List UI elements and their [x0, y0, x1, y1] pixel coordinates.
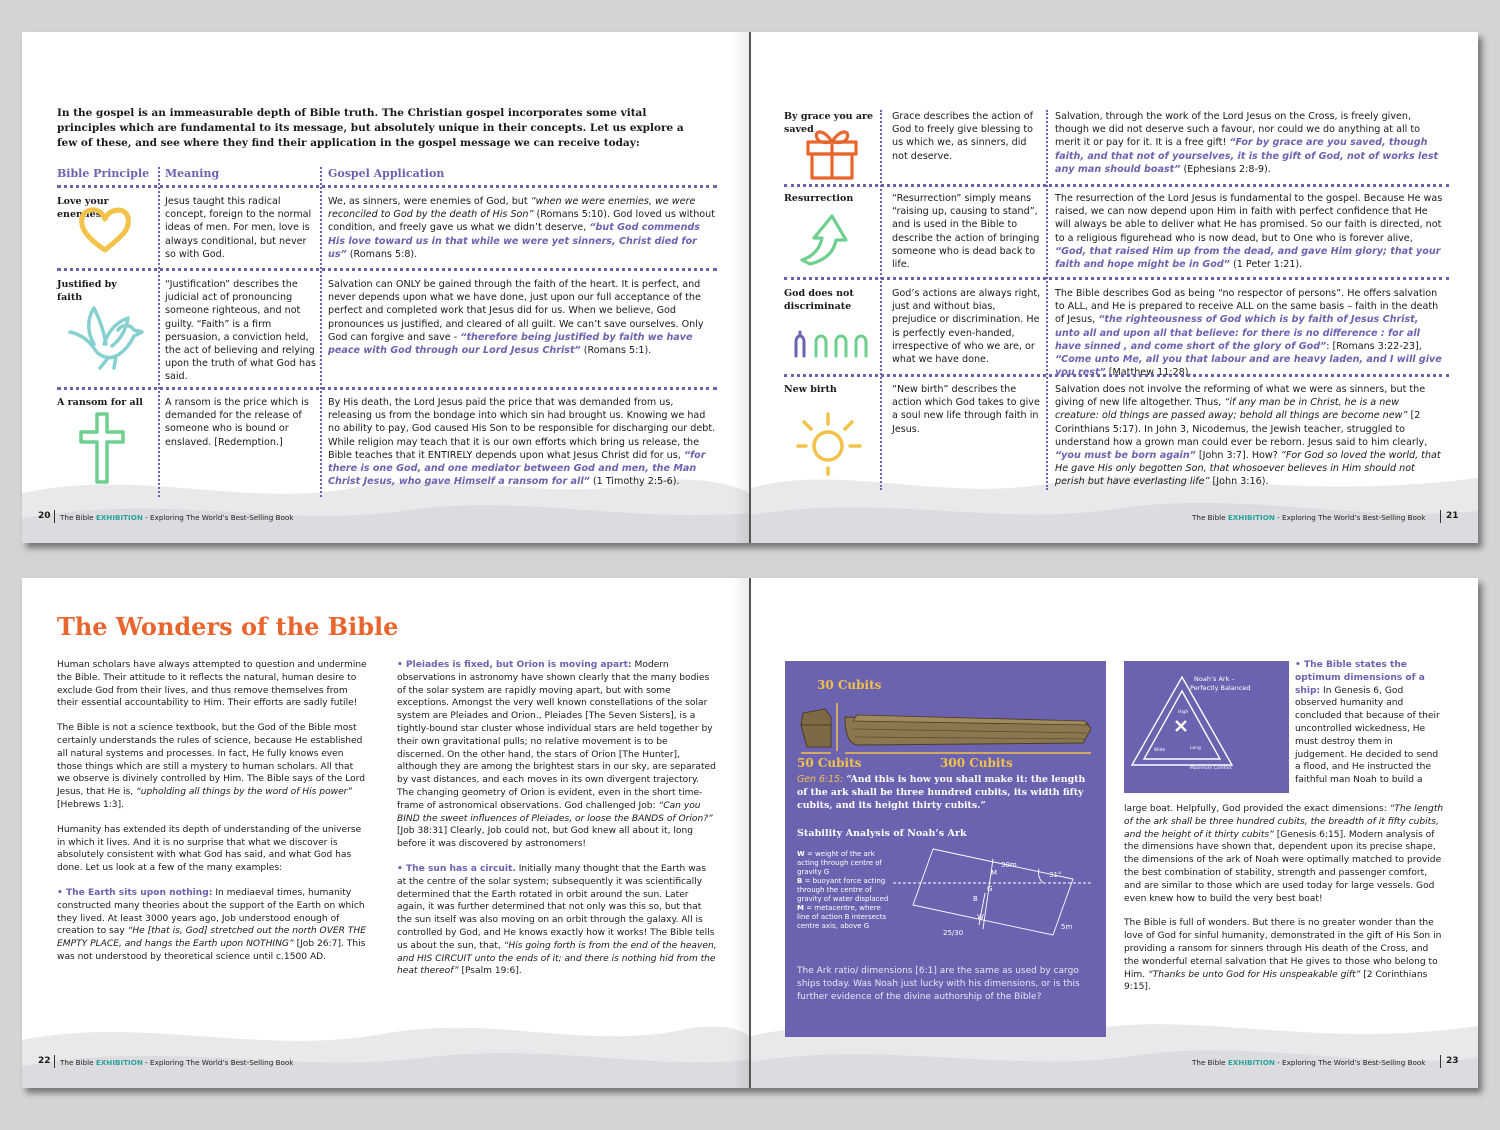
- column-2: [397, 659, 717, 978]
- stability-diagram: [893, 839, 1093, 949]
- principle-name: Resurrection: [784, 193, 854, 204]
- meaning-text: “New birth” describes the action which God takes to give a soul new life through faith in Jesus.: [892, 384, 1040, 435]
- cross-icon: [77, 410, 129, 488]
- column-1: [57, 659, 367, 964]
- principle-name: God does not discriminate: [784, 288, 854, 312]
- paragraph: Humanity has extended its depth of understanding of the universe in which it lives. And it is no surprise that what we discover is absolutely consistent with what God has said, and what God has done. Let us look at a few of the many examples:: [57, 824, 362, 874]
- stability-heading: Stability Analysis of Noah’s Ark: [797, 828, 967, 839]
- spread-pages-22-23: [22, 578, 1478, 1088]
- bullet-paragraph: • Pleiades is fixed, but Orion is moving apart: Modern observations in astronomy have shown clearly that the many bodies of the solar system are rapidly moving apart, but with some exceptions. Amongst the very well known constellations of the solar system are Pleiades and Orion., Pleiades [The Seven Sisters], is a tightly-bound star cluster whose individual stars are held together by their own gravitational pulls; no relative movement is to be discerned. On the other hand, the stars of Orion [The Hunter], although they are among the brightest stars in our sky, are separated by vast distances, and each moves in its own divergent trajectory. The changing geometry of Orion is evident, even in the short time-frame of astronomical observations. God challenged Job: “Can you BIND the sweet influences of Pleiades, or loose the BANDS of Orion?” [Job 38:31] Clearly, Job could not, but God knew all about it, long before it was discovered by astronomers!: [397, 660, 716, 850]
- application-text: Salvation, through the work of the Lord Jesus on the Cross, is freely given, though we did not deserve such a favour, nor could we do anything at all to merit it or pay for it. It is a free gift! “For by grace are you saved, though faith, and that not of yourselves, it is the gift of God, not of works lest any man should boast” (Ephesians 2:8-9).: [1055, 111, 1439, 175]
- meaning-text: God’s actions are always right, just and without bias, prejudice or discrimination. He is perfectly even-handed, irrespective of who we are, or what we have done.: [892, 288, 1041, 366]
- column-divider: [880, 110, 882, 490]
- running-footer: The Bible EXHIBITION - Exploring The World’s Best-Selling Book: [60, 1058, 294, 1067]
- intro-paragraph: In the gospel is an immeasurable depth of Bible truth. The Christian gospel incorporates some vital principles which are fundamental to its message, but absolutely unique in their concepts. Let us explore a few of these, and see where they find their application in the gospel message we can receive today:: [57, 107, 684, 149]
- dove-icon: [64, 304, 148, 374]
- spread-pages-20-21: [22, 32, 1478, 543]
- application-text: The Bible describes God as being “no respector of persons”. He offers salvation to ALL, and He is prepared to receive ALL on the same basis – faith in the death of Jesus, “the righteousness of God which is by faith of Jesus Christ, unto all and upon all that believe: for there is no difference : for all have sinned , and come short of the glory of God”: [Romans 3:22-23], “Come unto Me, all you that labour and are heavy laden, and I will give you rest” [Matthew 11:28).: [1055, 288, 1442, 379]
- meaning-text: “Resurrection” simply means “raising up, causing to stand”, and is used in the Bible to describe the action of bringing someone who is dead back to life.: [892, 193, 1040, 271]
- height-label: 30 Cubits: [817, 678, 882, 692]
- label-31deg: 31°: [1049, 871, 1062, 879]
- sun-icon: [790, 408, 862, 476]
- label-b: B: [973, 895, 978, 903]
- label-5m: 5m: [1061, 923, 1073, 931]
- column-divider: [158, 167, 160, 497]
- paragraph: The Bible is full of wonders. But there is no greater wonder than the love of God for sinful humanity, demonstrated in the gift of His Son in providing a ransom for sinners through His death of the Cross, and the wonderful eternal salvation that He gives to those who belong to Him. “Thanks be unto God for His unspeakable gift” [2 Corinthians 9:15].: [1124, 918, 1442, 993]
- label-w: W: [977, 913, 984, 921]
- bullet-paragraph: • The Earth sits upon nothing: In mediaeval times, humanity constructed many theories about the support of the Earth on which they lived. At least 3000 years ago, Job understood enough of creation to say “He [that is, God] stretched out the north OVER THE EMPTY PLACE, and hangs the Earth upon NOTHING” [Job 26:7]. This was not understood by theoretical science until c.1500 AD.: [57, 887, 367, 962]
- balance-triangle: [1124, 661, 1289, 793]
- triangle-subtitle: Perfectly Balanced: [1190, 684, 1251, 692]
- page-number: 23: [1446, 1056, 1459, 1066]
- application-text: The resurrection of the Lord Jesus is fundamental to the gospel. Because He was raised, we can now depend upon Him in faith with perfect confidence that He will always be able to deliver what He has promised. So our faith is directed, not to a religious figurehead who is now dead, but to One who is forever alive, “God, that raised Him up from the dead, and gave Him glory; that your faith and hope might be in God” (1 Peter 1:21).: [1055, 193, 1443, 271]
- paragraph: The Bible is not a science textbook, but the God of the Bible most certainly understands the rules of science, because He established all natural systems and processes. In fact, He fully knows even those things which are still a mystery to human scholars. All that we observe is divinely controlled by Him. The Bible says of the Lord Jesus, that He is, “upholding all things by the word of His power” [Hebrews 1:3].: [57, 723, 366, 810]
- running-footer: The Bible EXHIBITION - Exploring The World’s Best-Selling Book: [1192, 1058, 1426, 1067]
- principle-name: Justified by faith: [57, 279, 117, 303]
- principle-name: New birth: [784, 384, 837, 395]
- application-text: We, as sinners, were enemies of God, but “when we were enemies, we were reconciled to God by the death of His Son” (Romans 5:10). God loved us without condition, and freely gave us what we didn’t deserve, “but God commends His love toward us in that while we were yet sinners, Christ died for us” (Romans 5:8).: [328, 196, 715, 260]
- running-footer: The Bible EXHIBITION - Exploring The World’s Best-Selling Book: [1192, 513, 1426, 522]
- ark-illustration: [797, 695, 1097, 757]
- label-25-30: 25/30: [943, 929, 964, 937]
- people-icon: [790, 328, 874, 360]
- application-text: Salvation can ONLY be gained through the faith of the heart. It is perfect, and never depends upon what we have done, just upon our full acceptance of the perfect and completed work that Jesus did for us. When we believe, God pronounces us justified, and cleared of all guilt. We can’t save ourselves. Only God can forgive and save - “therefore being justified by faith we have peace with God through our Lord Jesus Christ” (Romans 5:1).: [328, 279, 704, 357]
- header-application: Gospel Application: [328, 167, 445, 180]
- ark-ratio-text: The Ark ratio/ dimensions [6:1] are the same as used by cargo ships today. Was Noah just lucky with his dimensions, or is this further evidence of the divine authorship of the Bible?: [797, 966, 1080, 1002]
- label-m: M: [991, 869, 998, 877]
- heart-icon: [77, 204, 133, 256]
- row-divider: [57, 268, 717, 271]
- header-principle: Bible Principle: [57, 167, 150, 180]
- ark-info-panel: [785, 661, 1106, 1037]
- page-title: The Wonders of the Bible: [57, 612, 399, 641]
- header-meaning: Meaning: [165, 167, 220, 180]
- stability-legend: W = weight of the ark acting through centre of gravity G B = buoyant force acting through the centre of gravity of water displaced M = metacentre, where line of action B intersects centre axis, above G: [797, 850, 889, 930]
- meaning-text: Grace describes the action of God to freely give blessing to us which we, as sinners, did not deserve.: [892, 111, 1034, 162]
- header-divider: [57, 185, 717, 188]
- label-long: Long: [1190, 746, 1201, 751]
- bullet-paragraph: • The Bible states the optimum dimensions of a ship: In Genesis 6, God observed humanity and concluded that because of their uncontrolled wickedness, He must destroy them in judgement. He decided to send a flood, and He instructed the faithful man Noah to build a: [1295, 660, 1440, 786]
- paragraph: Human scholars have always attempted to question and undermine the Bible. Their attitude to it reflects the natural, human desire to exclude God from their lives, and thus remove themselves from their essential accountability to Him. Their efforts are sadly futile!: [57, 660, 367, 709]
- meaning-text: A ransom is the price which is demanded for the release of someone who is bound or enslaved. [Redemption.]: [165, 397, 309, 448]
- label-30m: 30m: [1001, 861, 1017, 869]
- meaning-text: “Justification” describes the judicial act of pronouncing someone righteous, and not guilty. “Faith” is a firm persuasion, a conviction held, the act of believing and relying upon the truth of what God has said.: [165, 279, 316, 383]
- principle-name: A ransom for all: [57, 397, 143, 408]
- label-wide: Wide: [1154, 748, 1166, 753]
- label-high: High: [1178, 710, 1189, 715]
- length-label: 300 Cubits: [940, 756, 1013, 770]
- page-gutter: [749, 578, 751, 1088]
- page-number: 22: [38, 1056, 51, 1066]
- page-gutter: [749, 32, 751, 543]
- gift-icon: [804, 120, 860, 182]
- principle-name: Love your enemies: [57, 196, 109, 220]
- paragraph: large boat. Helpfully, God provided the exact dimensions: “The length of the ark shall be three hundred cubits, the breadth of it fifty cubits, and the height of it thirty cubits” [Genesis 6:15]. Modern analysis of the dimensions have shown that, dependent upon its precise shape, the dimensions of the ark of Noah were optimally matched to provide the best combination of stability, strength and passenger comfort, and are similar to those which are used today for large vessels. God even knew how to build the very best boat!: [1124, 804, 1444, 904]
- row-divider: [784, 277, 1449, 280]
- running-footer: The Bible EXHIBITION - Exploring The World’s Best-Selling Book: [60, 513, 294, 522]
- column-divider: [320, 167, 322, 497]
- label-g: G: [987, 885, 993, 893]
- width-label: 50 Cubits: [797, 756, 862, 770]
- column-4-top: [1295, 659, 1445, 787]
- arrow-up-icon: [794, 210, 854, 266]
- application-text: By His death, the Lord Jesus paid the price that was demanded from us, releasing us from the bondage into which sin had brought us. Knowing we had no ability to pay, God caused His Son to be responsible for discharging our debt. While religion may teach that it is our own efforts which bring us release, the Bible teaches that it ENTIRELY depends upon what Jesus Christ did for us, “for there is one God, and one mediator between God and men, the Man Christ Jesus, who gave Himself a ransom for all” (1 Timothy 2:5-6).: [328, 397, 716, 488]
- label-max-comfort: Maximum Comfort: [1190, 766, 1232, 771]
- row-divider: [784, 374, 1449, 377]
- principle-name: By grace you are saved: [784, 111, 874, 135]
- triangle-title: Noah’s Ark –: [1194, 675, 1235, 683]
- column-divider: [1046, 110, 1048, 490]
- row-divider: [57, 387, 717, 390]
- balance-triangle-panel: [1124, 661, 1289, 793]
- application-text: Salvation does not involve the reforming of what we were as sinners, but the giving of new life altogether. Thus, “if any man be in Christ, he is a new creature: old things are passed away; behold all things are become new” [2 Corinthians 5:17). In John 3, Nicodemus, the Jewish teacher, struggled to understand how a grown man could ever be reborn. Jesus said to him clearly, “you must be born again” [John 3:7]. How? “For God so loved the world, that He gave His only begotten Son, that whosoever believes in Him should not perish but have everlasting life” [John 3:16).: [1055, 384, 1441, 488]
- row-divider: [784, 184, 1449, 187]
- genesis-quote: Gen 6:15: “And this is how you shall make it: the length of the ark shall be three hundred cubits, its width fifty cubits, and its height thirty cubits.”: [797, 774, 1086, 811]
- bullet-paragraph: • The sun has a circuit. Initially many thought that the Earth was at the centre of the solar system; subsequently it was scientifically determined that the Earth rotated in orbit around the sun. Later again, it was further determined that not only was this so, but that the sun itself was also moving on an orbit through the galaxy. All is controlled by God, and He knows exactly how it works! The Bible tells us about the sun, that, “His going forth is from the end of the heaven, and HIS CIRCUIT unto the ends of it; and there is nothing hid from the heat thereof” [Psalm 19:6].: [397, 863, 717, 977]
- page-number: 20: [38, 511, 51, 521]
- page-number: 21: [1446, 511, 1459, 521]
- meaning-text: Jesus taught this radical concept, foreign to the normal ideas of men. For men, love is always conditional, but never so with God.: [165, 196, 312, 260]
- column-4-bottom: [1124, 803, 1444, 994]
